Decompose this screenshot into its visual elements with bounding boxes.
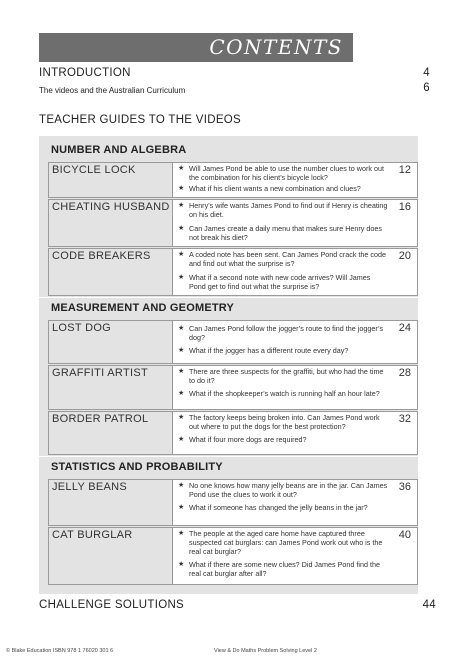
row-title: CAT BURGLAR <box>52 529 133 541</box>
bullet-item: ★ A coded note has been sent. Can James Pond crack the code and find out what the surprise is? <box>178 250 386 268</box>
bullet-item: ★ No one knows how many jelly beans are in the jar. Can James Pond use the clues to work it out? <box>178 481 388 499</box>
star-icon: ★ <box>178 368 185 375</box>
toc-introduction-page: 4 <box>423 67 430 79</box>
bullet-item: ★ What if the jogger has a different route every day? <box>178 346 349 355</box>
bullet-item: ★ What if there are some new clues? Did James Pond find the real cat burglar after all? <box>178 560 380 578</box>
star-icon: ★ <box>178 185 185 192</box>
row-title-cell <box>48 479 172 526</box>
row-page-number: 32 <box>398 413 411 425</box>
star-icon: ★ <box>178 482 185 489</box>
toc-videos-curriculum-page: 6 <box>423 82 430 94</box>
row-body-cell <box>172 248 418 296</box>
star-icon: ★ <box>178 390 185 397</box>
contents-banner <box>39 33 353 62</box>
row-page-number: 12 <box>398 164 411 176</box>
row-page-number: 36 <box>398 481 411 493</box>
row-title: JELLY BEANS <box>52 481 128 493</box>
bullet-item: ★ Will James Pond be able to use the number clues to work out the combination for his client’s bicycle lock? <box>178 164 384 182</box>
section-heading-number-algebra: NUMBER AND ALGEBRA <box>51 144 187 156</box>
row-body-cell <box>172 320 418 364</box>
bullet-item: ★ What if the shopkeeper’s watch is running half an hour late? <box>178 389 380 398</box>
star-icon: ★ <box>178 225 185 232</box>
toc-videos-curriculum-label[interactable]: The videos and the Australian Curriculum <box>39 86 186 95</box>
row-title: BICYCLE LOCK <box>52 164 136 176</box>
toc-teacher-guides-heading: TEACHER GUIDES TO THE VIDEOS <box>39 114 242 126</box>
section-heading-measurement-geometry: MEASUREMENT AND GEOMETRY <box>51 302 235 314</box>
bullet-item: ★ Henry’s wife wants James Pond to find out if Henry is cheating on his diet. <box>178 201 388 219</box>
row-title: CHEATING HUSBAND <box>52 201 170 213</box>
bullet-item: ★ There are three suspects for the graffiti, but who had the time to do it? <box>178 367 384 385</box>
star-icon: ★ <box>178 202 185 209</box>
star-icon: ★ <box>178 165 185 172</box>
row-body-cell <box>172 479 418 526</box>
row-title-cell <box>48 320 172 364</box>
row-body-cell <box>172 162 418 198</box>
row-body-cell <box>172 199 418 247</box>
toc-challenge-solutions-page: 44 <box>422 599 436 611</box>
star-icon: ★ <box>178 436 185 443</box>
row-title-cell <box>48 162 172 198</box>
toc-introduction-label[interactable]: INTRODUCTION <box>39 67 131 79</box>
section-divider <box>39 297 418 298</box>
teacher-guides-panel <box>39 136 418 594</box>
star-icon: ★ <box>178 274 185 281</box>
row-page-number: 24 <box>398 322 411 334</box>
star-icon: ★ <box>178 414 185 421</box>
row-title: LOST DOG <box>52 322 112 334</box>
star-icon: ★ <box>178 561 185 568</box>
bullet-item: ★ Can James Pond follow the jogger’s route to find the jogger’s dog? <box>178 324 384 342</box>
row-title-cell <box>48 411 172 455</box>
row-title: CODE BREAKERS <box>52 250 151 262</box>
row-title: GRAFFITI ARTIST <box>52 367 148 379</box>
star-icon: ★ <box>178 251 185 258</box>
row-page-number: 40 <box>398 529 411 541</box>
row-title-cell <box>48 527 172 585</box>
toc-row-cat-burglar[interactable] <box>48 527 418 585</box>
row-page-number: 20 <box>398 250 411 262</box>
row-title: BORDER PATROL <box>52 413 149 425</box>
row-title-cell <box>48 248 172 296</box>
section-heading-statistics-probability: STATISTICS AND PROBABILITY <box>51 461 223 473</box>
bullet-item: ★ What if his client wants a new combination and clues? <box>178 184 361 193</box>
toc-row-code-breakers[interactable] <box>48 248 418 296</box>
row-page-number: 16 <box>398 201 411 213</box>
row-title-cell <box>48 365 172 410</box>
star-icon: ★ <box>178 504 185 511</box>
toc-challenge-solutions-label[interactable]: CHALLENGE SOLUTIONS <box>39 599 185 611</box>
row-title-cell <box>48 199 172 247</box>
toc-row-bicycle-lock[interactable] <box>48 162 418 198</box>
footer-copyright: © Blake Education ISBN 978 1 76020 301 6 <box>6 648 114 654</box>
star-icon: ★ <box>178 325 185 332</box>
toc-row-border-patrol[interactable] <box>48 411 418 455</box>
page-title: CONTENTS <box>209 35 343 59</box>
bullet-item: ★ The factory keeps being broken into. Can James Pond work out where to put the dogs for the best protection? <box>178 413 380 431</box>
bullet-item: ★ The people at the aged care home have captured three suspected cat burglars: can James Pond work out who is the real cat burglar? <box>178 529 383 556</box>
star-icon: ★ <box>178 347 185 354</box>
toc-row-jelly-beans[interactable] <box>48 479 418 526</box>
row-body-cell <box>172 527 418 585</box>
bullet-item: ★ What if a second note with new code arrives? Will James Pond get to find out what the surprise is? <box>178 273 371 291</box>
toc-row-cheating-husband[interactable] <box>48 199 418 247</box>
star-icon: ★ <box>178 530 185 537</box>
section-divider <box>39 456 418 457</box>
footer-book-title: View & Do Maths Problem Solving Level 2 <box>214 648 317 654</box>
row-body-cell <box>172 411 418 455</box>
row-page-number: 28 <box>398 367 411 379</box>
bullet-item: ★ Can James create a daily menu that makes sure Henry does not break his diet? <box>178 224 382 242</box>
toc-row-graffiti-artist[interactable] <box>48 365 418 410</box>
toc-row-lost-dog[interactable] <box>48 320 418 364</box>
bullet-item: ★ What if four more dogs are required? <box>178 435 307 444</box>
row-body-cell <box>172 365 418 410</box>
bullet-item: ★ What if someone has changed the jelly beans in the jar? <box>178 503 368 512</box>
